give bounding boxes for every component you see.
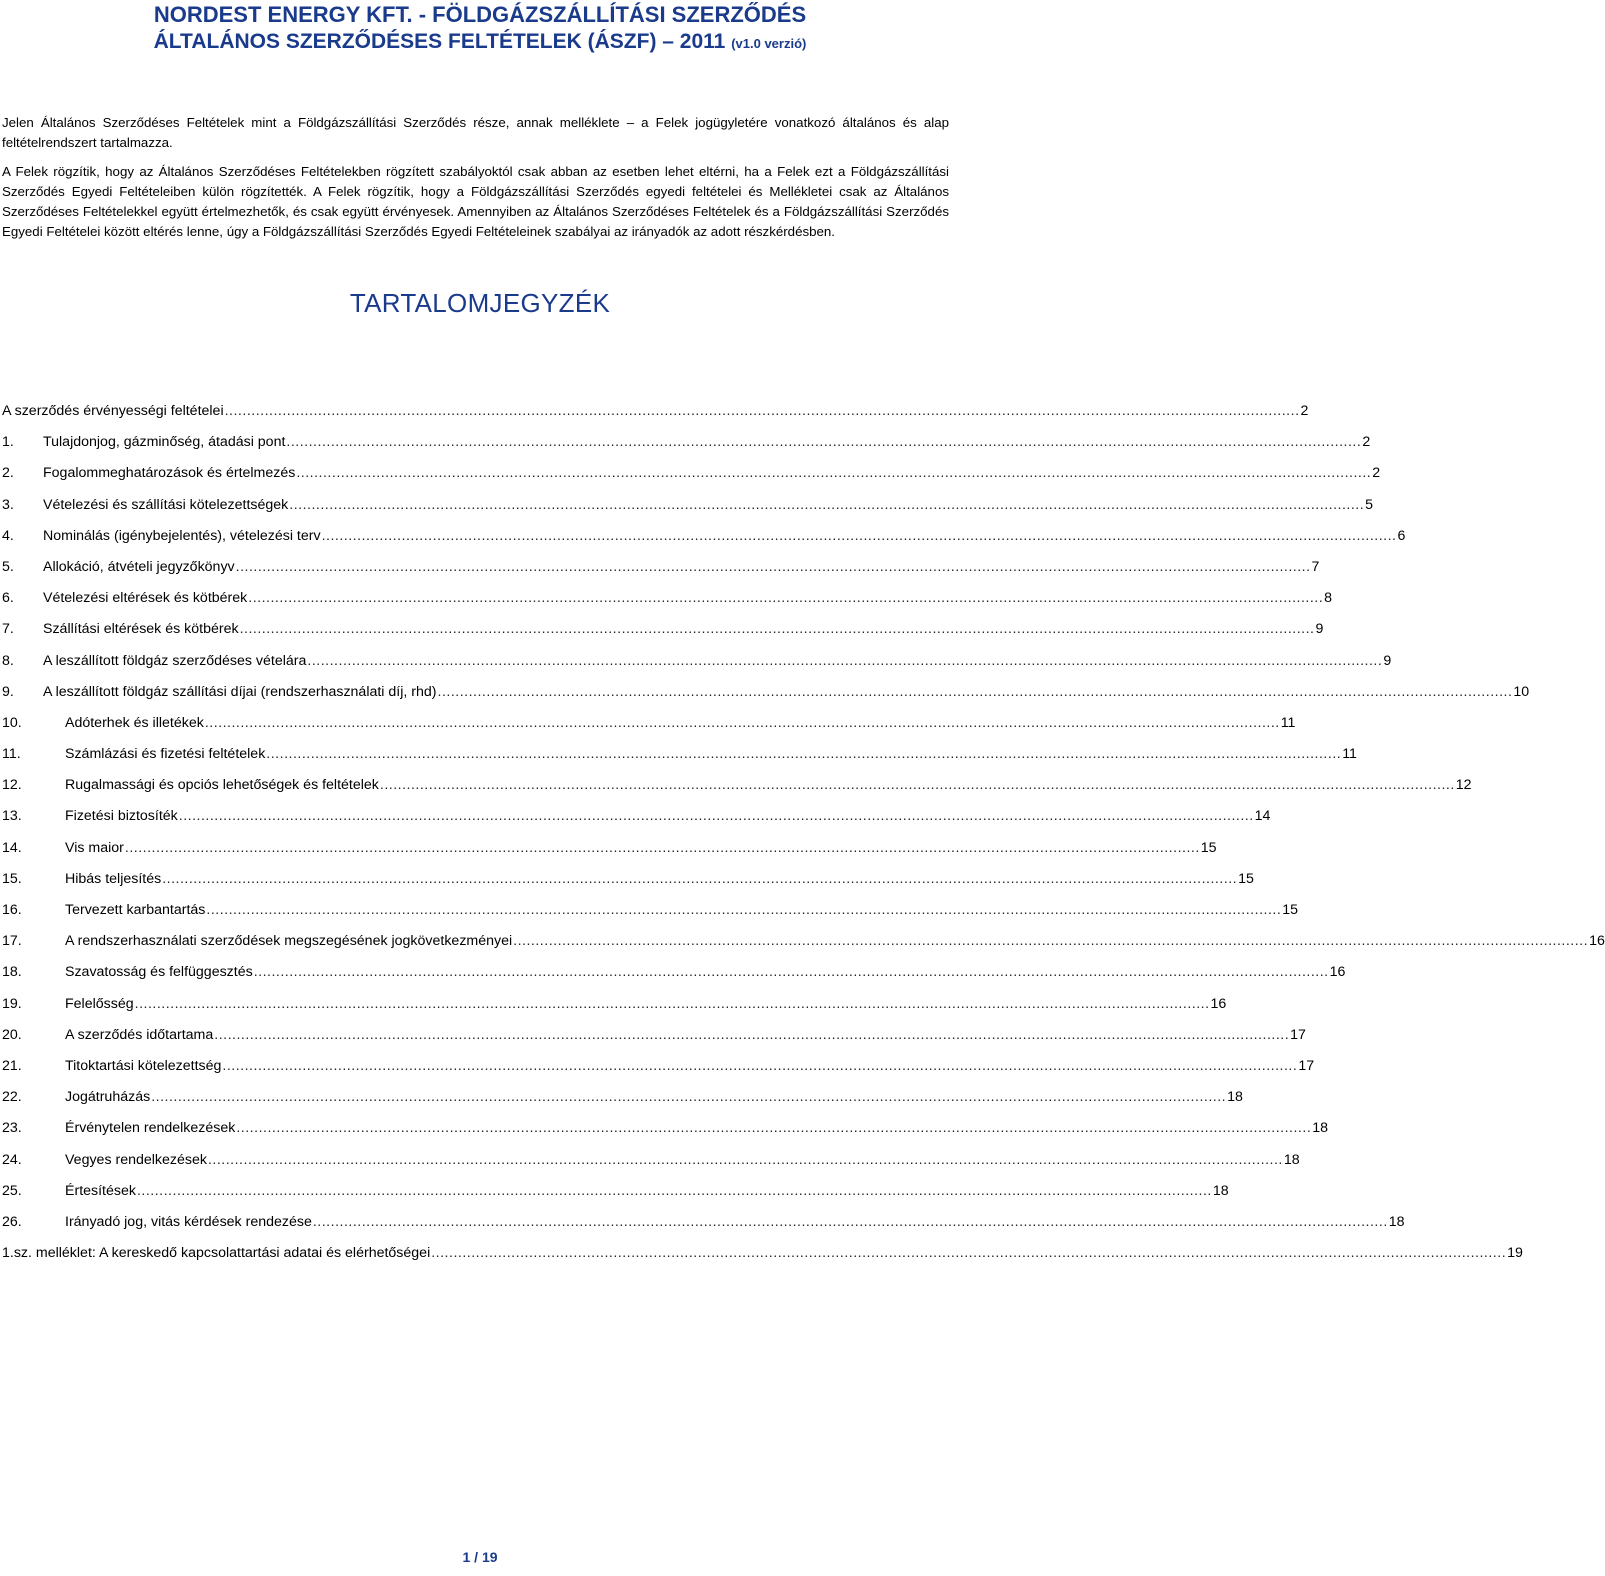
toc-entry-title: Vételezési eltérések és kötbérek <box>43 590 248 607</box>
toc-entry-title: Vételezési és szállítási kötelezettségek <box>43 496 289 513</box>
toc-entry-number: 17. <box>2 933 22 950</box>
toc-entry-page: 18 <box>1212 1182 1229 1199</box>
page-indicator: 1 / 19 <box>462 1549 498 1565</box>
toc-entry-title: Allokáció, átvételi jegyzőkönyv <box>43 558 235 575</box>
toc-entry-leader: .................................................................................................................................................................................................................................................. <box>178 808 1254 825</box>
toc-entry-title: Szavatosság és felfüggesztés <box>65 964 253 981</box>
toc-entry-page: 9 <box>1383 652 1392 669</box>
toc-entry-page: 2 <box>1362 434 1371 451</box>
toc-entry[interactable] <box>2 496 1374 528</box>
toc-entry-page: 5 <box>1365 496 1374 513</box>
toc-entry[interactable] <box>2 558 1320 590</box>
toc-entry-page: 9 <box>1315 621 1324 638</box>
toc-entry-leader: .................................................................................................................................................................................................................................................. <box>235 558 1311 575</box>
toc-entry-leader: .................................................................................................................................................................................................................................................. <box>134 995 1210 1012</box>
toc-entry-title: Vegyes rendelkezések <box>65 1151 207 1168</box>
toc-entry[interactable] <box>2 839 1217 871</box>
toc-entry-number: 2. <box>2 465 14 482</box>
toc-entry[interactable] <box>2 714 1296 746</box>
toc-entry-number: 24. <box>2 1151 22 1168</box>
toc-entry-title: A szerződés időtartama <box>65 1026 214 1043</box>
toc-heading: TARTALOMJEGYZÉK <box>349 288 611 318</box>
toc-entry-title: Adóterhek és illetékek <box>65 714 204 731</box>
toc-entry-title: Nominálás (igénybejelentés), vételezési terv <box>43 527 321 544</box>
toc-entry-page: 2 <box>1300 403 1309 419</box>
toc-entry-leader: .................................................................................................................................................................................................................................................. <box>207 1151 1283 1168</box>
toc-entry-title: Irányadó jog, vitás kérdések rendezése <box>65 1213 312 1230</box>
toc-entry-page: 15 <box>1200 839 1217 856</box>
toc-entry-page: 15 <box>1238 870 1254 887</box>
toc-entry-number: 19. <box>2 995 22 1012</box>
toc-entry-number: 21. <box>2 1057 22 1074</box>
toc-entry-leader: .................................................................................................................................................................................................................................................. <box>289 496 1365 513</box>
toc-entry[interactable] <box>2 964 1346 995</box>
toc-entry[interactable] <box>2 746 1357 777</box>
toc-entry-leader: .................................................................................................................................................................................................................................................. <box>296 465 1372 482</box>
toc-entry-leader: .................................................................................................................................................................................................................................................. <box>124 839 1200 856</box>
toc-entry-title: Jogátruházás <box>65 1089 151 1106</box>
toc-entry[interactable] <box>2 1089 1243 1120</box>
toc-entry-number: 25. <box>2 1182 22 1199</box>
toc-entry-leader: .................................................................................................................................................................................................................................................. <box>239 621 1315 638</box>
toc-entry-number: 23. <box>2 1120 22 1137</box>
toc-entry-leader: .................................................................................................................................................................................................................................................. <box>431 1245 1507 1262</box>
body-paragraph: A Felek rögzítik, hogy az Általános Szerződéses Feltételekben rögzített szabályoktól csak abban az esetben lehet eltérni, ha a Felek ezt a Földgázszállítási Szerződés Egyedi Feltételeiben külön rögzítették. A Felek rögzítik, hogy a Földgázszállítási Szerződés egyedi feltételei és Mellékletei csak az Általános Szerződéses Feltételekkel együtt értelmezhetők, és csak együtt érvényesek. Amennyiben az Általános Szerződéses Feltételek és a Földgázszállítási Szerződés Egyedi Feltételei között eltérés lenne, úgy a Földgázszállítási Szerződés Egyedi Feltételeinek szabályai az irányadók az adott részkérdésben. <box>2 164 949 239</box>
toc-entry[interactable] <box>2 1151 1300 1183</box>
toc-entry-number: 8. <box>2 652 14 669</box>
toc-entry-page: 7 <box>1311 558 1320 575</box>
toc-entry-number: 26. <box>2 1213 22 1230</box>
document-version: (v1.0 verzió) <box>731 36 807 51</box>
toc-entry-title: Érvénytelen rendelkezések <box>65 1120 236 1137</box>
toc-entry-title: Felelősség <box>65 995 134 1012</box>
toc-entry-leader: .................................................................................................................................................................................................................................................. <box>253 964 1329 981</box>
toc-entry-number: 15. <box>2 870 22 887</box>
toc-entry-title: Fizetési biztosíték <box>65 808 178 825</box>
toc-entry-title: Értesítések <box>65 1182 136 1199</box>
toc-entry-title: Titoktartási kötelezettség <box>65 1057 222 1074</box>
toc-entry-number: 10. <box>2 714 22 731</box>
toc-entry-number: 18. <box>2 964 22 981</box>
toc-entry[interactable] <box>2 1120 1329 1151</box>
toc-entry[interactable] <box>2 995 1227 1027</box>
toc-entry-page: 16 <box>1589 933 1605 950</box>
toc-entry-page: 12 <box>1455 777 1472 794</box>
toc-entry-page: 18 <box>1283 1151 1300 1168</box>
document-title-line1: NORDEST ENERGY KFT. - FÖLDGÁZSZÁLLÍTÁSI SZERZŐDÉS <box>153 2 807 27</box>
toc-entry[interactable] <box>2 777 1472 808</box>
toc-entry-number: 20. <box>2 1026 22 1043</box>
toc-entry-title: Szállítási eltérések és kötbérek <box>43 621 239 638</box>
toc-entry-title: Hibás teljesítés <box>65 870 162 887</box>
toc-entry-title: A leszállított földgáz szállítási díjai (rendszerhasználati díj, rhd) <box>43 683 437 700</box>
toc-entry-page: 18 <box>1227 1089 1243 1106</box>
toc-entry-page: 2 <box>1372 465 1381 482</box>
toc-entry-number: 4. <box>2 527 14 544</box>
toc-entry[interactable] <box>2 1182 1229 1214</box>
toc-entry-leader: .................................................................................................................................................................................................................................................. <box>222 1057 1298 1074</box>
toc-entry[interactable] <box>2 434 1371 465</box>
toc-entry[interactable] <box>2 590 1333 621</box>
toc-entry-leader: .................................................................................................................................................................................................................................................. <box>321 527 1397 544</box>
toc-entry-page: 18 <box>1388 1213 1405 1230</box>
toc-entry-title: Tulajdonjog, gázminőség, átadási pont <box>43 434 286 451</box>
toc-entry-page: 17 <box>1290 1026 1306 1043</box>
toc-entry-number: 14. <box>2 839 22 856</box>
toc-entry[interactable] <box>2 403 1309 434</box>
toc-entry-leader: .................................................................................................................................................................................................................................................. <box>513 933 1589 950</box>
intro-paragraph: Jelen Általános Szerződéses Feltételek mint a Földgázszállítási Szerződés része, annak melléklete – a Felek jogügyletére vonatkozó általános és alap feltételrendszert tartalmazza. <box>2 115 949 150</box>
toc-entry-leader: .................................................................................................................................................................................................................................................. <box>236 1120 1312 1137</box>
toc-entry-title: Tervezett karbantartás <box>65 902 206 918</box>
toc-entry-title: Rugalmassági és opciós lehetőségek és feltételek <box>65 777 379 794</box>
toc-entry-page: 17 <box>1298 1057 1315 1074</box>
toc-entry-number: 11. <box>2 746 21 763</box>
toc-entry[interactable] <box>2 933 1605 964</box>
toc-entry-number: 1. <box>2 434 14 451</box>
toc-entry-leader: .................................................................................................................................................................................................................................................. <box>307 652 1383 669</box>
toc-entry-page: 6 <box>1397 527 1406 544</box>
toc-entry-number: 5. <box>2 558 14 575</box>
toc-entry[interactable] <box>2 683 1530 715</box>
toc-entry-title: A leszállított földgáz szerződéses vételára <box>43 652 307 669</box>
toc-entry-number: 16. <box>2 902 22 918</box>
toc-entry-number: 22. <box>2 1089 22 1106</box>
toc-entry-number: 12. <box>2 777 22 794</box>
toc-entry-leader: .................................................................................................................................................................................................................................................. <box>248 590 1324 607</box>
toc-entry-number: 9. <box>2 683 14 700</box>
toc-entry-title: Vis maior <box>65 839 124 856</box>
toc-entry-leader: .................................................................................................................................................................................................................................................. <box>151 1089 1227 1106</box>
toc-entry-page: 18 <box>1312 1120 1329 1137</box>
toc-entry-page: 11 <box>1280 714 1296 731</box>
toc-entry-page: 10 <box>1513 683 1530 700</box>
toc-entry-page: 8 <box>1324 590 1333 607</box>
document-title-text: ÁLTALÁNOS SZERZŐDÉSES FELTÉTELEK (ÁSZF) – 2011 <box>153 30 726 53</box>
toc-entry[interactable] <box>2 870 1254 902</box>
toc-entry-title: 1.sz. melléklet: A kereskedő kapcsolattartási adatai és elérhetőségei <box>2 1245 431 1262</box>
toc-entry-number: 3. <box>2 496 14 513</box>
toc-entry[interactable] <box>2 1213 1405 1245</box>
toc-entry-number: 6. <box>2 590 14 607</box>
toc-entry-page: 11 <box>1342 746 1357 763</box>
toc-entry[interactable] <box>2 1057 1315 1089</box>
toc-entry-title: Számlázási és fizetési feltételek <box>65 746 266 763</box>
toc-entry-page: 15 <box>1282 902 1299 918</box>
toc-entry-title: Fogalommeghatározások és értelmezés <box>43 465 296 482</box>
toc-entry-number: 7. <box>2 621 14 638</box>
toc-entry[interactable] <box>2 652 1392 684</box>
toc-entry[interactable] <box>2 527 1406 559</box>
toc-entry-title: A szerződés érvényességi feltételei <box>2 403 224 419</box>
toc-entry-page: 16 <box>1329 964 1346 981</box>
document-title-line2 <box>0 30 960 54</box>
toc-entry-leader: .................................................................................................................................................................................................................................................. <box>204 714 1280 731</box>
toc-entry-page: 16 <box>1210 995 1227 1012</box>
toc-entry[interactable] <box>2 808 1271 839</box>
toc-entry-leader: .................................................................................................................................................................................................................................................. <box>312 1213 1388 1230</box>
table-of-contents <box>2 403 1605 1276</box>
toc-entry[interactable] <box>2 1245 1523 1276</box>
toc-entry[interactable] <box>2 465 1381 496</box>
toc-entry-leader: .................................................................................................................................................................................................................................................. <box>206 902 1282 918</box>
toc-entry-leader: .................................................................................................................................................................................................................................................. <box>214 1026 1290 1043</box>
toc-entry-number: 13. <box>2 808 22 825</box>
toc-entry-leader: .................................................................................................................................................................................................................................................. <box>286 434 1362 451</box>
toc-entry-leader: .................................................................................................................................................................................................................................................. <box>266 746 1342 763</box>
toc-entry-leader: .................................................................................................................................................................................................................................................. <box>224 403 1300 419</box>
toc-entry-leader: .................................................................................................................................................................................................................................................. <box>379 777 1455 794</box>
toc-entry-leader: .................................................................................................................................................................................................................................................. <box>136 1182 1212 1199</box>
toc-entry-leader: .................................................................................................................................................................................................................................................. <box>162 870 1238 887</box>
toc-entry[interactable] <box>2 902 1299 933</box>
toc-entry-leader: .................................................................................................................................................................................................................................................. <box>437 683 1513 700</box>
toc-entry-page: 19 <box>1507 1245 1523 1262</box>
toc-entry-page: 14 <box>1254 808 1271 825</box>
toc-entry[interactable] <box>2 1026 1306 1058</box>
toc-entry[interactable] <box>2 621 1324 652</box>
toc-entry-title: A rendszerhasználati szerződések megszegésének jogkövetkezményei <box>65 933 513 950</box>
